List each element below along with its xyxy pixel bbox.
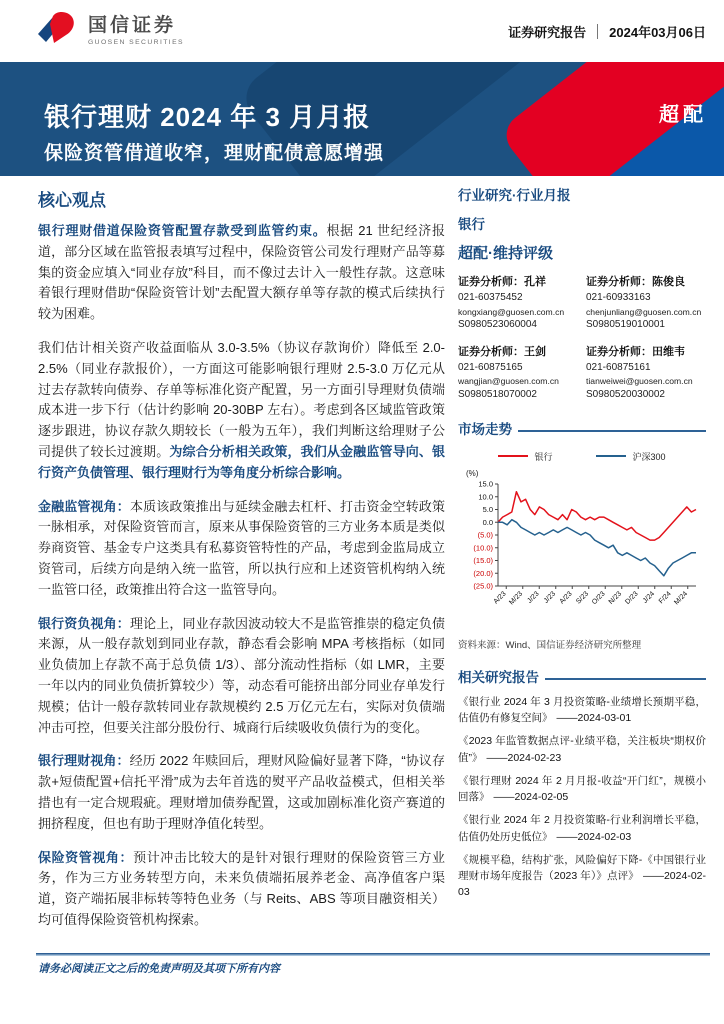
market-trend-heading: 市场走势 [458, 418, 706, 438]
logo-en-text: GUOSEN SECURITIES [88, 38, 184, 46]
svg-text:5.0: 5.0 [482, 504, 493, 514]
core-paragraph: 金融监管视角：本质该政策推出与延续金融去杠杆、打击资金空转政策一脉相承，对保险资管而言，原来从事保险资管的三方业务本质是类似券商资管、基金专户这类具有私募资管特性的产品，考虑到金监局成立资管司，后续方向是纳入统一监管，所以执行应和上述资管机构纳入统一监管口径，政策推出符合这一监管导向。 [38, 498, 445, 597]
market-chart [458, 450, 706, 651]
analyst-phone: 021-60875161 [586, 361, 651, 373]
analyst-sac-code: S0980523060004 [458, 319, 537, 331]
analyst-sac-code: S0980518070002 [458, 389, 537, 401]
svg-text:(5.0): (5.0) [477, 530, 493, 540]
svg-text:O/23: O/23 [590, 590, 607, 606]
meta-separator [597, 24, 598, 39]
related-report-item[interactable]: 《银行业 2024 年 2 月投资策略-行业利润增长平稳，估值仍处历史低位》 ——2024-02-03 [458, 814, 706, 843]
related-report-item[interactable]: 《2023 年监管数据点评-业绩平稳，关注板块“期权价值”》 ——2024-02-23 [458, 735, 706, 764]
svg-text:J/23: J/23 [526, 590, 541, 605]
analyst-email[interactable]: chenjunliang@guosen.com.cn [586, 306, 702, 317]
svg-text:S/23: S/23 [575, 590, 591, 606]
svg-text:(20.0): (20.0) [473, 568, 493, 578]
chart-source: 资料来源：Wind、国信证券经济研究所整理 [458, 639, 642, 651]
research-type-label: 行业研究·行业月报 [458, 188, 571, 203]
report-date: ——2024-02-23 [486, 751, 562, 764]
related-report-item[interactable]: 《银行理财 2024 年 2 月月报-收益“开门红”，规模小回落》 ——2024-02-05 [458, 774, 706, 804]
legend-item-csi300: 沪深300 [596, 450, 665, 463]
svg-text:(15.0): (15.0) [473, 555, 493, 565]
guosen-logo [34, 11, 184, 51]
core-paragraph: 我们估计相关资产收益面临从 3.0-3.5%（协议存款询价）降低至 2.0-2.5%（同业存款报价），一方面这可能影响银行理财 2.5-3.0 万亿元从过去存款转向债券、存单等标准化资产配置，另一方面引导理财负债端成本进一步下行（估计约影响 20-30BP 左右）。考虑到各区域监管政策逐步跟进，协议存款久期较长（一般为五年），我们判断这给理财子公司提供了较长过渡期。为综合分析相关政策，我们从金融监管导向、银行资产负债管理、银行理财行为等角度分析综合影响。 [38, 339, 445, 480]
report-subtitle: 保险资管借道收窄，理财配债意愿增强 [44, 142, 385, 164]
legend-item-bank: 银行 [498, 450, 552, 463]
main-content [0, 176, 724, 952]
analyst-sac-code: S0980520030002 [586, 389, 665, 401]
sidebar [458, 184, 706, 908]
rating-label: 超配·维持评级 [458, 245, 553, 262]
analyst-email[interactable]: kongxiang@guosen.com.cn [458, 306, 565, 317]
svg-text:M/23: M/23 [508, 590, 525, 607]
core-views-heading: 核心观点 [38, 191, 106, 210]
footer-disclaimer: 请务必阅读正文之后的免责声明及其项下所有内容 [38, 963, 280, 975]
svg-text:(25.0): (25.0) [473, 581, 493, 591]
rating-badge: 超配 [659, 104, 707, 126]
svg-text:0.0: 0.0 [482, 517, 493, 527]
svg-text:A/23: A/23 [558, 590, 574, 606]
legend-line-swatch [498, 455, 528, 457]
report-date: ——2024-03-01 [556, 712, 632, 725]
core-paragraph: 银行理财借道保险资管配置存款受到监管约束。根据 21 世纪经济报道，部分区域在监管报表填写过程中，保险资管公司发行理财产品等募集的资金应填入“同业存放”科目，而不像过去计入一般性存款。这意味着银行理财借助“保险资管计划”去配置大额存单等存款的模式后续执行较为困难。 [38, 223, 445, 322]
svg-text:D/23: D/23 [624, 590, 640, 606]
svg-text:F/24: F/24 [657, 590, 673, 606]
report-date: ——2024-02-03 [556, 830, 632, 843]
svg-text:15.0: 15.0 [478, 479, 493, 489]
market-chart-svg [458, 478, 706, 628]
title-banner [0, 62, 724, 176]
footer-divider [36, 953, 710, 956]
analyst-list [458, 273, 706, 403]
svg-text:10.0: 10.0 [478, 492, 493, 502]
analyst-card: 证券分析师：孔祥 021-60375452 kongxiang@guosen.com.cn S0980523060004 [458, 273, 578, 333]
core-paragraph: 银行资负视角：理论上，同业存款因波动较大不是监管推崇的稳定负债来源，从一般存款划到同业存款，静态看会影响 MPA 考核指标（如同业负债加上存款不高于总负债 1/3）、部分流动性指标（如 LMR，主要一年以内的同业负债折算较少）等，动态看可能挤出部分同业存单发行规模；估计一般存款转同业存款规模约 2.5 万亿元左右，实际对负债端冲击可控，但要关注部分股份行、城商行后续吸收负债行为的变化。 [38, 615, 445, 735]
analyst-email[interactable]: wangjian@guosen.com.cn [458, 376, 559, 387]
analyst-sac-code: S0980519010001 [586, 319, 665, 331]
heading-rule [545, 678, 706, 680]
industry-label: 银行 [458, 217, 485, 232]
svg-text:M/24: M/24 [673, 590, 690, 607]
analyst-phone: 021-60375452 [458, 292, 523, 303]
svg-text:J/23: J/23 [542, 590, 558, 605]
report-title: 银行理财 2024 年 3 月月报 [44, 102, 371, 133]
core-views-column [38, 184, 445, 944]
analyst-email[interactable]: tianweiwei@guosen.com.cn [586, 376, 693, 387]
related-report-item[interactable]: 《规模平稳，结构扩张，风险偏好下降-《中国银行业理财市场年度报告（2023 年）》点评》 ——2024-02-03 [458, 853, 706, 899]
core-paragraph: 保险资管视角：预计冲击比较大的是针对银行理财的保险资管三方业务，作为三方业务转型方向，未来负债端拓展养老金、高净值客户渠道，资产端拓展非标转等特色业务（与 Reits、ABS 等项目融资相关）均可值得保险资管机构探索。 [38, 849, 445, 927]
core-paragraph: 银行理财视角：经历 2022 年赎回后，理财风险偏好显著下降，“协议存款+短债配置+信托平滑”成为去年首选的熨平产品收益模式，但相关举措也有一定合规瑕疵。理财增加债券配置，这或加剧标准化资产赛道的拥挤程度，但也有助于理财净值化转型。 [38, 753, 445, 831]
header [0, 0, 724, 62]
chart-legend [458, 450, 706, 463]
svg-text:J/24: J/24 [641, 590, 657, 605]
report-meta [508, 0, 706, 62]
report-type-label: 证券研究报告 [508, 24, 587, 40]
guosen-logo-icon [34, 11, 80, 51]
logo-cn-text: 国信证券 [88, 15, 177, 37]
report-date: 2024年03月06日 [609, 24, 706, 40]
related-reports-heading: 相关研究报告 [458, 666, 706, 686]
svg-text:N/23: N/23 [607, 590, 624, 606]
chart-y-unit: (%) [466, 468, 479, 478]
analyst-phone: 021-60933163 [586, 292, 651, 303]
legend-line-swatch [596, 455, 626, 457]
report-date: ——2024-02-03 [458, 870, 706, 899]
analyst-card: 证券分析师：王剑 021-60875165 wangjian@guosen.com.cn S0980518070002 [458, 343, 578, 403]
analyst-card: 证券分析师：田维韦 021-60875161 tianweiwei@guosen.com.cn S0980520030002 [586, 343, 706, 403]
report-date: ——2024-02-05 [493, 791, 569, 804]
svg-text:A/23: A/23 [492, 590, 508, 606]
svg-text:(10.0): (10.0) [473, 543, 493, 553]
heading-rule [518, 430, 706, 432]
analyst-phone: 021-60875165 [458, 361, 523, 373]
related-report-item[interactable]: 《银行业 2024 年 3 月投资策略-业绩增长预期平稳，估值仍有修复空间》 ——2024-03-01 [458, 695, 706, 725]
analyst-card: 证券分析师：陈俊良 021-60933163 chenjunliang@guosen.com.cn S0980519010001 [586, 273, 706, 333]
